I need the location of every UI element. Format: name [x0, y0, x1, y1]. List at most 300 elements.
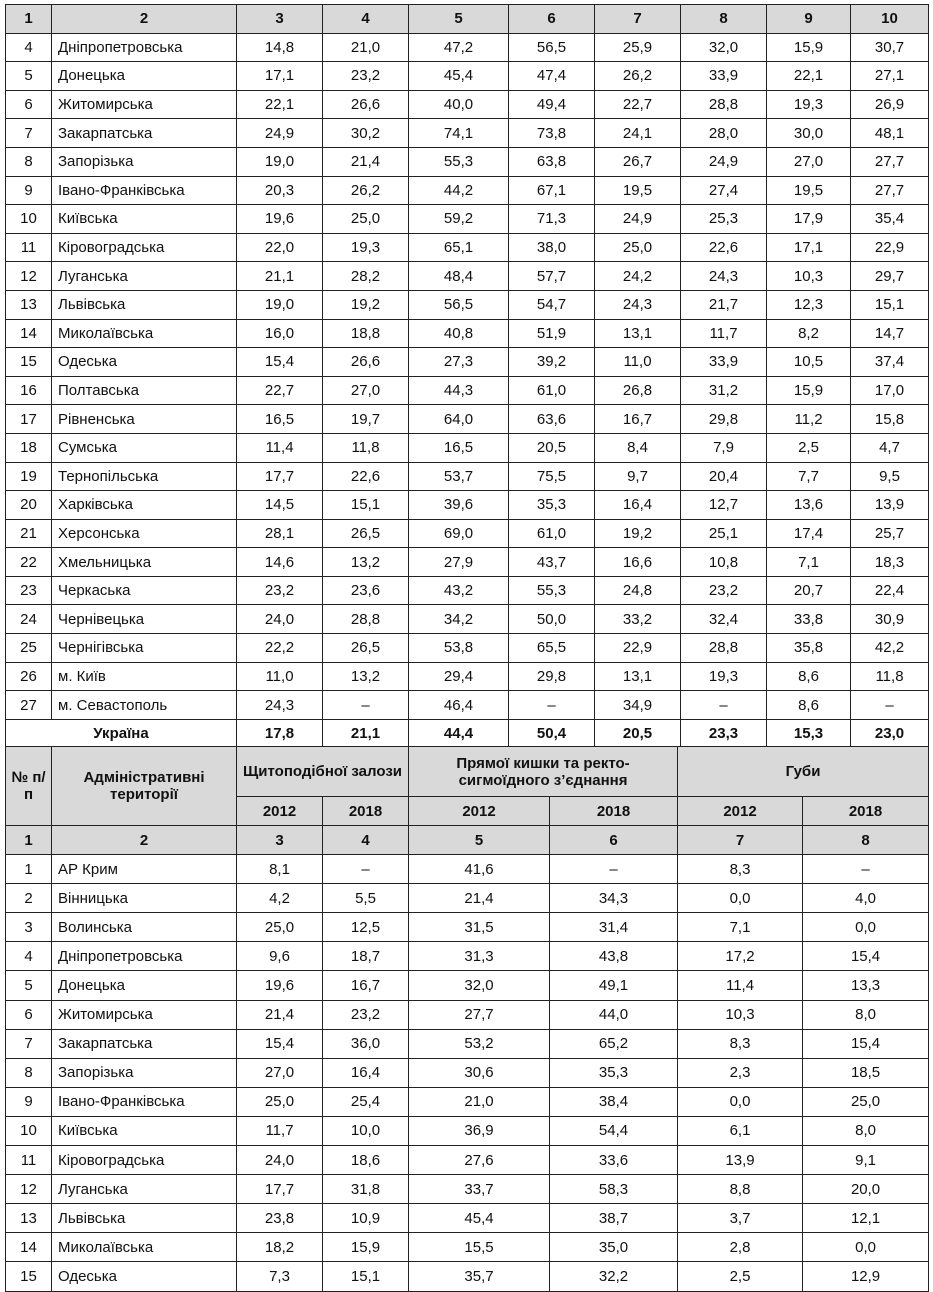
rate-cell: 8,0	[803, 1116, 929, 1145]
rate-cell: 25,0	[237, 913, 323, 942]
territory-name: Харківська	[52, 491, 237, 520]
rate-cell: 16,4	[595, 491, 681, 520]
rate-cell: 22,4	[851, 576, 929, 605]
rate-cell: 15,5	[409, 1233, 550, 1262]
rate-cell: 25,0	[323, 205, 409, 234]
table-row	[6, 548, 929, 577]
table-row	[6, 176, 929, 205]
table-row	[6, 1087, 929, 1116]
rate-cell: 27,6	[409, 1146, 550, 1175]
table-row	[6, 1146, 929, 1175]
row-number: 5	[6, 62, 52, 91]
row-number: 7	[6, 1029, 52, 1058]
row-number: 1	[6, 855, 52, 884]
total-value: 17,8	[237, 719, 323, 748]
rate-cell: 24,0	[237, 1146, 323, 1175]
territory-name: Вінницька	[52, 884, 237, 913]
rate-cell: 7,3	[237, 1262, 323, 1291]
rate-cell: 12,3	[767, 290, 851, 319]
total-label: Україна	[6, 719, 237, 748]
total-row	[6, 719, 929, 748]
rate-cell: 36,0	[323, 1029, 409, 1058]
rate-cell: 15,9	[323, 1233, 409, 1262]
rate-cell: 21,4	[237, 1000, 323, 1029]
rate-cell: 2,3	[678, 1058, 803, 1087]
territory-name: Луганська	[52, 1175, 237, 1204]
territory-name: АР Крим	[52, 855, 237, 884]
row-number: 15	[6, 1262, 52, 1291]
table-row	[6, 1116, 929, 1145]
territory-name: Київська	[52, 1116, 237, 1145]
row-number: 6	[6, 90, 52, 119]
rate-cell: 15,8	[851, 405, 929, 434]
rate-cell: 17,2	[678, 942, 803, 971]
header-row-numbers	[6, 5, 929, 34]
table-row	[6, 913, 929, 942]
rate-cell: 34,9	[595, 691, 681, 720]
year-header: 2012	[678, 797, 803, 826]
rate-cell: –	[851, 691, 929, 720]
rate-cell: 21,7	[681, 290, 767, 319]
table-row	[6, 634, 929, 663]
rate-cell: 22,6	[323, 462, 409, 491]
rate-cell: 32,0	[681, 33, 767, 62]
territory-name: Миколаївська	[52, 1233, 237, 1262]
row-number: 3	[6, 913, 52, 942]
row-number: 20	[6, 491, 52, 520]
rate-cell: 8,3	[678, 1029, 803, 1058]
table-row	[6, 1233, 929, 1262]
rate-cell: 46,4	[409, 691, 509, 720]
rate-cell: 69,0	[409, 519, 509, 548]
row-number: 16	[6, 376, 52, 405]
table-row	[6, 855, 929, 884]
rate-cell: 15,4	[237, 348, 323, 377]
row-number: 2	[6, 884, 52, 913]
group-header-lip: Губи	[678, 747, 929, 797]
rate-cell: 11,8	[323, 433, 409, 462]
territory-name: Закарпатська	[52, 119, 237, 148]
rate-cell: 0,0	[678, 1087, 803, 1116]
row-number: 26	[6, 662, 52, 691]
rate-cell: 32,4	[681, 605, 767, 634]
row-number: 24	[6, 605, 52, 634]
territory-name: Одеська	[52, 1262, 237, 1291]
rate-cell: 8,8	[678, 1175, 803, 1204]
col-header-number: № п/п	[6, 747, 52, 826]
rate-cell: 25,7	[851, 519, 929, 548]
row-number: 10	[6, 205, 52, 234]
rate-cell: 8,6	[767, 662, 851, 691]
rate-cell: 16,0	[237, 319, 323, 348]
rate-cell: 8,0	[803, 1000, 929, 1029]
rate-cell: 0,0	[678, 884, 803, 913]
rate-cell: 2,5	[767, 433, 851, 462]
territory-name: Донецька	[52, 62, 237, 91]
column-number: 7	[595, 5, 681, 34]
rate-cell: 36,9	[409, 1116, 550, 1145]
rate-cell: 53,8	[409, 634, 509, 663]
rate-cell: 16,5	[237, 405, 323, 434]
row-number: 22	[6, 548, 52, 577]
rate-cell: 63,8	[509, 147, 595, 176]
rate-cell: 56,5	[409, 290, 509, 319]
rate-cell: 23,6	[323, 576, 409, 605]
rate-cell: 13,9	[678, 1146, 803, 1175]
year-header: 2012	[409, 797, 550, 826]
rate-cell: 22,7	[595, 90, 681, 119]
column-number: 6	[509, 5, 595, 34]
territory-name: Херсонська	[52, 519, 237, 548]
rate-cell: 11,7	[237, 1116, 323, 1145]
table-row	[6, 1204, 929, 1233]
rate-cell: 8,2	[767, 319, 851, 348]
rate-cell: 28,2	[323, 262, 409, 291]
table-row	[6, 491, 929, 520]
rate-cell: 33,8	[767, 605, 851, 634]
territory-name: Кіровоградська	[52, 1146, 237, 1175]
column-number: 8	[681, 5, 767, 34]
rate-cell: 24,8	[595, 576, 681, 605]
rate-cell: 19,6	[237, 205, 323, 234]
territory-name: Закарпатська	[52, 1029, 237, 1058]
year-header: 2018	[323, 797, 409, 826]
rate-cell: 22,7	[237, 376, 323, 405]
table-row	[6, 884, 929, 913]
rate-cell: 18,6	[323, 1146, 409, 1175]
rate-cell: 33,9	[681, 62, 767, 91]
rate-cell: 22,1	[237, 90, 323, 119]
territory-name: Волинська	[52, 913, 237, 942]
table-row	[6, 62, 929, 91]
rate-cell: 10,5	[767, 348, 851, 377]
rate-cell: 35,0	[550, 1233, 678, 1262]
rate-cell: 17,0	[851, 376, 929, 405]
table-row	[6, 319, 929, 348]
territory-name: Житомирська	[52, 1000, 237, 1029]
rate-cell: 27,9	[409, 548, 509, 577]
rate-cell: 19,7	[323, 405, 409, 434]
total-value: 21,1	[323, 719, 409, 748]
territory-name: Чернівецька	[52, 605, 237, 634]
row-number: 12	[6, 1175, 52, 1204]
table-row	[6, 662, 929, 691]
rate-cell: 19,2	[595, 519, 681, 548]
group-header-rectum: Прямої кишки та ректо-сигмоїдного з’єднання	[409, 747, 678, 797]
rate-cell: 11,7	[681, 319, 767, 348]
rate-cell: 12,9	[803, 1262, 929, 1291]
column-number: 9	[767, 5, 851, 34]
rate-cell: 22,1	[767, 62, 851, 91]
rate-cell: 59,2	[409, 205, 509, 234]
rate-cell: 29,4	[409, 662, 509, 691]
rate-cell: 48,1	[851, 119, 929, 148]
rate-cell: 21,4	[323, 147, 409, 176]
rate-cell: 24,0	[237, 605, 323, 634]
rate-cell: 23,2	[681, 576, 767, 605]
table-row	[6, 433, 929, 462]
rate-cell: 25,1	[681, 519, 767, 548]
header-row-groups	[6, 747, 929, 797]
rate-cell: 11,2	[767, 405, 851, 434]
rate-cell: 19,0	[237, 290, 323, 319]
rate-cell: 22,9	[851, 233, 929, 262]
territory-name: Донецька	[52, 971, 237, 1000]
rate-cell: 27,7	[851, 147, 929, 176]
rate-cell: 16,4	[323, 1058, 409, 1087]
rate-cell: 19,2	[323, 290, 409, 319]
rate-cell: 20,3	[237, 176, 323, 205]
table-row	[6, 90, 929, 119]
rate-cell: 24,2	[595, 262, 681, 291]
rate-cell: 27,0	[323, 376, 409, 405]
incidence-table-continued	[5, 4, 929, 748]
rate-cell: 14,6	[237, 548, 323, 577]
rate-cell: 19,5	[595, 176, 681, 205]
table-row	[6, 233, 929, 262]
territory-name: м. Київ	[52, 662, 237, 691]
rate-cell: 49,1	[550, 971, 678, 1000]
total-value: 50,4	[509, 719, 595, 748]
row-number: 19	[6, 462, 52, 491]
rate-cell: 16,6	[595, 548, 681, 577]
territory-name: Чернігівська	[52, 634, 237, 663]
rate-cell: 54,7	[509, 290, 595, 319]
rate-cell: 30,9	[851, 605, 929, 634]
rate-cell: 25,4	[323, 1087, 409, 1116]
rate-cell: 38,7	[550, 1204, 678, 1233]
rate-cell: 15,9	[767, 376, 851, 405]
row-number: 13	[6, 1204, 52, 1233]
rate-cell: 40,0	[409, 90, 509, 119]
rate-cell: 28,0	[681, 119, 767, 148]
row-number: 14	[6, 319, 52, 348]
territory-name: Кіровоградська	[52, 233, 237, 262]
rate-cell: 19,0	[237, 147, 323, 176]
rate-cell: 53,7	[409, 462, 509, 491]
rate-cell: 9,6	[237, 942, 323, 971]
rate-cell: 26,6	[323, 348, 409, 377]
rate-cell: 11,8	[851, 662, 929, 691]
table-row	[6, 691, 929, 720]
rate-cell: 25,3	[681, 205, 767, 234]
rate-cell: 30,6	[409, 1058, 550, 1087]
table-row	[6, 462, 929, 491]
column-number: 2	[52, 826, 237, 855]
rate-cell: 18,3	[851, 548, 929, 577]
row-number: 25	[6, 634, 52, 663]
table-row	[6, 1058, 929, 1087]
row-number: 12	[6, 262, 52, 291]
rate-cell: 21,1	[237, 262, 323, 291]
table-row	[6, 576, 929, 605]
rate-cell: 15,9	[767, 33, 851, 62]
rate-cell: 16,7	[595, 405, 681, 434]
rate-cell: 24,3	[681, 262, 767, 291]
rate-cell: 0,0	[803, 1233, 929, 1262]
rate-cell: 12,5	[323, 913, 409, 942]
row-number: 8	[6, 1058, 52, 1087]
territory-name: Тернопільська	[52, 462, 237, 491]
rate-cell: 45,4	[409, 62, 509, 91]
rate-cell: 27,4	[681, 176, 767, 205]
table-row	[6, 376, 929, 405]
rate-cell: –	[803, 855, 929, 884]
rate-cell: 31,3	[409, 942, 550, 971]
rate-cell: 4,0	[803, 884, 929, 913]
rate-cell: 22,6	[681, 233, 767, 262]
column-number: 5	[409, 826, 550, 855]
rate-cell: 22,2	[237, 634, 323, 663]
rate-cell: 19,3	[767, 90, 851, 119]
rate-cell: 20,4	[681, 462, 767, 491]
rate-cell: 13,6	[767, 491, 851, 520]
rate-cell: 25,0	[237, 1087, 323, 1116]
rate-cell: 26,2	[323, 176, 409, 205]
territory-name: Житомирська	[52, 90, 237, 119]
rate-cell: 10,9	[323, 1204, 409, 1233]
rate-cell: 0,0	[803, 913, 929, 942]
row-number: 15	[6, 348, 52, 377]
total-value: 15,3	[767, 719, 851, 748]
rate-cell: –	[323, 691, 409, 720]
rate-cell: 27,7	[409, 1000, 550, 1029]
rate-cell: 23,2	[323, 1000, 409, 1029]
rate-cell: 35,8	[767, 634, 851, 663]
rate-cell: 29,8	[681, 405, 767, 434]
rate-cell: 75,5	[509, 462, 595, 491]
rate-cell: 18,8	[323, 319, 409, 348]
table-row	[6, 605, 929, 634]
rate-cell: 7,1	[678, 913, 803, 942]
rate-cell: 17,7	[237, 462, 323, 491]
rate-cell: 26,7	[595, 147, 681, 176]
rate-cell: 34,2	[409, 605, 509, 634]
row-number: 11	[6, 1146, 52, 1175]
territory-name: Дніпропетровська	[52, 33, 237, 62]
rate-cell: 33,2	[595, 605, 681, 634]
incidence-table-thyroid-rectum-lip	[5, 746, 929, 1292]
total-value: 20,5	[595, 719, 681, 748]
rate-cell: 26,9	[851, 90, 929, 119]
row-number: 21	[6, 519, 52, 548]
table-row	[6, 290, 929, 319]
rate-cell: 43,8	[550, 942, 678, 971]
rate-cell: 22,0	[237, 233, 323, 262]
rate-cell: 61,0	[509, 519, 595, 548]
rate-cell: 51,9	[509, 319, 595, 348]
rate-cell: 12,1	[803, 1204, 929, 1233]
rate-cell: 17,7	[237, 1175, 323, 1204]
rate-cell: 49,4	[509, 90, 595, 119]
rate-cell: 13,9	[851, 491, 929, 520]
column-number: 1	[6, 5, 52, 34]
table-row	[6, 1262, 929, 1291]
rate-cell: 65,1	[409, 233, 509, 262]
rate-cell: 16,7	[323, 971, 409, 1000]
rate-cell: 43,2	[409, 576, 509, 605]
rate-cell: 63,6	[509, 405, 595, 434]
territory-name: Луганська	[52, 262, 237, 291]
rate-cell: –	[509, 691, 595, 720]
rate-cell: 26,2	[595, 62, 681, 91]
rate-cell: 35,3	[509, 491, 595, 520]
rate-cell: 27,0	[767, 147, 851, 176]
rate-cell: 13,3	[803, 971, 929, 1000]
row-number: 4	[6, 33, 52, 62]
rate-cell: 26,8	[595, 376, 681, 405]
col-header-territory: Адміністративні території	[52, 747, 237, 826]
rate-cell: 29,7	[851, 262, 929, 291]
territory-name: Одеська	[52, 348, 237, 377]
rate-cell: 35,7	[409, 1262, 550, 1291]
column-number: 7	[678, 826, 803, 855]
territory-name: Полтавська	[52, 376, 237, 405]
rate-cell: 3,7	[678, 1204, 803, 1233]
header-row-numbers	[6, 826, 929, 855]
territory-name: Сумська	[52, 433, 237, 462]
row-number: 10	[6, 1116, 52, 1145]
table-row	[6, 1029, 929, 1058]
rate-cell: 22,9	[595, 634, 681, 663]
column-number: 3	[237, 826, 323, 855]
rate-cell: 5,5	[323, 884, 409, 913]
rate-cell: 44,3	[409, 376, 509, 405]
column-number: 4	[323, 5, 409, 34]
row-number: 5	[6, 971, 52, 1000]
territory-name: Запорізька	[52, 147, 237, 176]
rate-cell: 9,1	[803, 1146, 929, 1175]
rate-cell: 58,3	[550, 1175, 678, 1204]
rate-cell: 41,6	[409, 855, 550, 884]
row-number: 14	[6, 1233, 52, 1262]
rate-cell: 65,5	[509, 634, 595, 663]
rate-cell: 30,7	[851, 33, 929, 62]
rate-cell: 24,1	[595, 119, 681, 148]
rate-cell: 13,1	[595, 319, 681, 348]
rate-cell: 71,3	[509, 205, 595, 234]
rate-cell: 20,5	[509, 433, 595, 462]
rate-cell: 31,2	[681, 376, 767, 405]
table-row	[6, 348, 929, 377]
rate-cell: 35,4	[851, 205, 929, 234]
row-number: 9	[6, 176, 52, 205]
row-number: 7	[6, 119, 52, 148]
rate-cell: 20,0	[803, 1175, 929, 1204]
rate-cell: 23,2	[323, 62, 409, 91]
rate-cell: 38,4	[550, 1087, 678, 1116]
rate-cell: 32,0	[409, 971, 550, 1000]
rate-cell: 31,8	[323, 1175, 409, 1204]
column-number: 6	[550, 826, 678, 855]
rate-cell: 7,1	[767, 548, 851, 577]
rate-cell: 10,3	[678, 1000, 803, 1029]
rate-cell: –	[550, 855, 678, 884]
rate-cell: 33,7	[409, 1175, 550, 1204]
rate-cell: 19,5	[767, 176, 851, 205]
rate-cell: 4,2	[237, 884, 323, 913]
rate-cell: 8,4	[595, 433, 681, 462]
rate-cell: 45,4	[409, 1204, 550, 1233]
column-number: 4	[323, 826, 409, 855]
rate-cell: 28,1	[237, 519, 323, 548]
rate-cell: 33,6	[550, 1146, 678, 1175]
rate-cell: 20,7	[767, 576, 851, 605]
territory-name: Миколаївська	[52, 319, 237, 348]
rate-cell: 8,1	[237, 855, 323, 884]
rate-cell: 28,8	[681, 634, 767, 663]
rate-cell: 26,6	[323, 90, 409, 119]
